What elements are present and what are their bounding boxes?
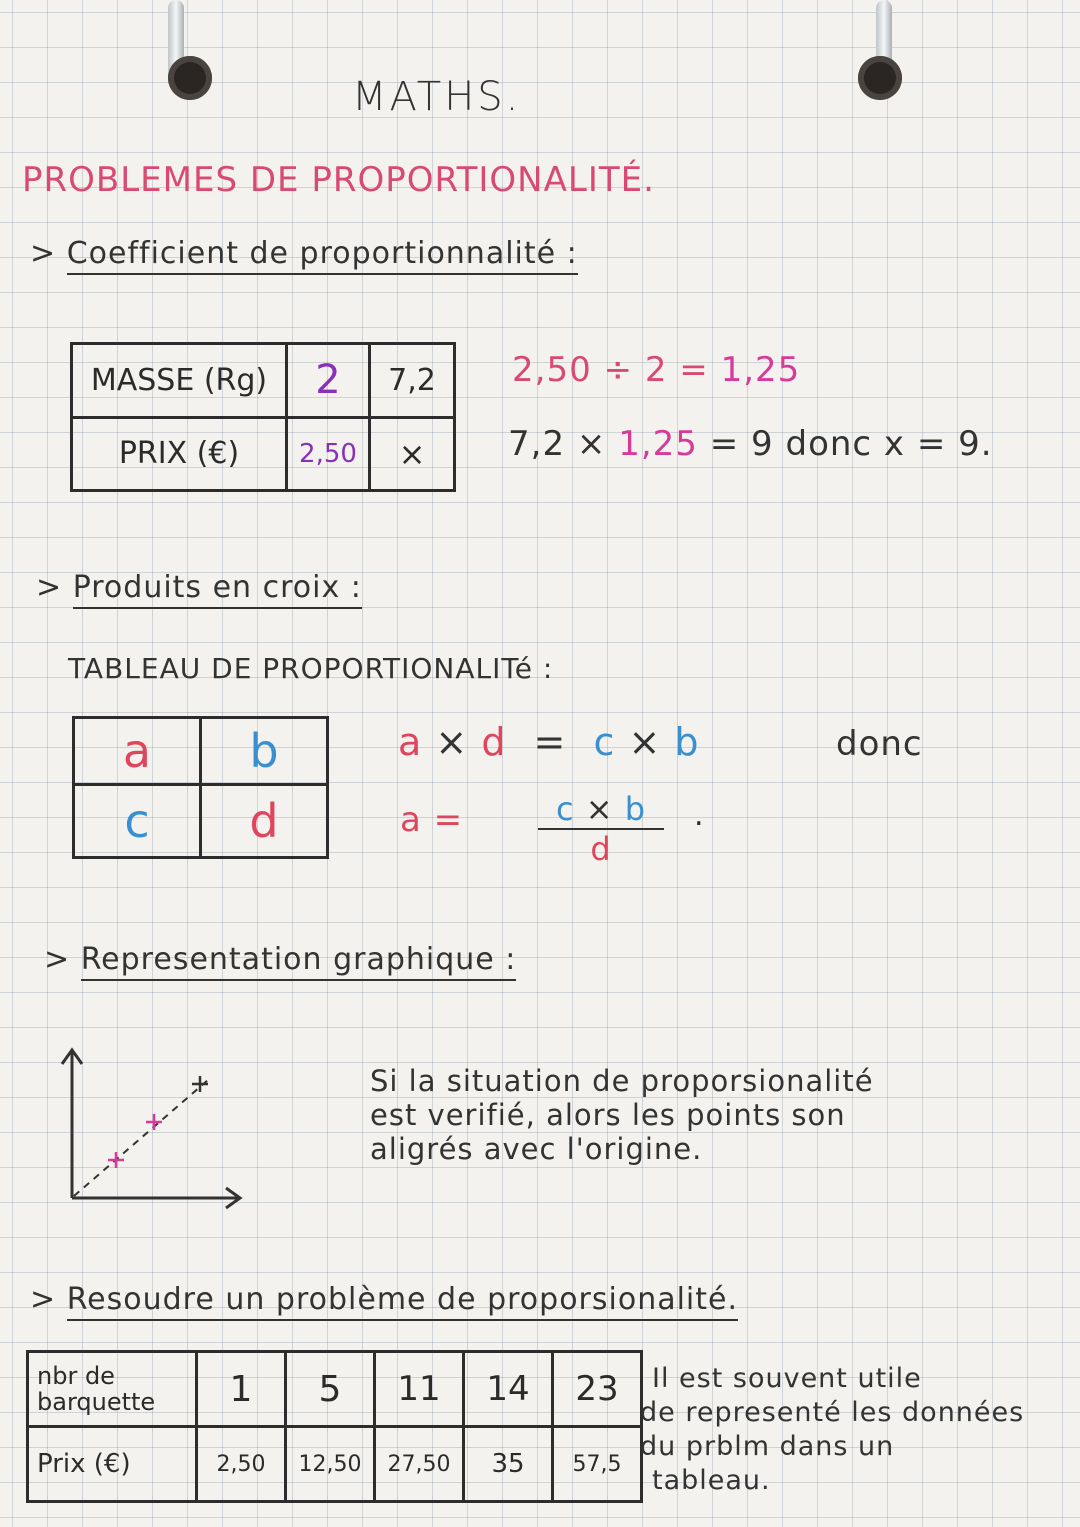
calc-line-2 — [508, 424, 993, 464]
table-cell: 2,50 — [197, 1427, 286, 1502]
table-cell-label: PRIX (€) — [72, 417, 287, 491]
fraction-denominator: d — [590, 830, 612, 868]
table-cell: 1 — [197, 1352, 286, 1427]
section-heading-resoudre — [30, 1282, 738, 1317]
grid-cell-c: c — [74, 785, 201, 858]
table-row — [74, 718, 328, 785]
note-line: du prblm dans un — [640, 1431, 895, 1462]
heading-text: Coefficient de proportionnalité : — [67, 236, 578, 275]
table-cell: 2,50 — [287, 417, 370, 491]
point-3 — [192, 1076, 208, 1092]
table-cell-label — [28, 1352, 197, 1427]
equation-lhs: a = — [400, 800, 464, 840]
var-c: c — [593, 720, 616, 764]
heading-text: Resoudre un problème de proporsionalité. — [67, 1282, 738, 1321]
heading-text: Produits en croix : — [73, 570, 362, 609]
section-heading-coefficient — [30, 236, 578, 271]
table-row — [28, 1352, 642, 1427]
table-cell: 57,5 — [553, 1427, 642, 1502]
page-subtitle: PROBLEMES DE PROPORTIONALITÉ. — [22, 160, 655, 200]
fraction-numerator — [538, 790, 664, 828]
point-2 — [146, 1114, 162, 1130]
donc-label: donc — [836, 724, 923, 764]
label-line: barquette — [37, 1388, 156, 1416]
heading-arrow: > — [30, 1282, 57, 1317]
calc-eq: = — [679, 350, 709, 390]
section-heading-representation — [44, 942, 516, 977]
num-b: b — [624, 790, 647, 828]
table-row — [74, 785, 328, 858]
table-title: TABLEAU DE PROPORTIONALITé : — [68, 652, 554, 685]
num-times: × — [585, 790, 614, 828]
calc-op: ÷ — [603, 350, 634, 390]
proportional-graph — [52, 1040, 252, 1210]
table-cell-label: MASSE (Rg) — [72, 344, 287, 418]
heading-arrow: > — [30, 236, 57, 271]
grid-cell-b: b — [201, 718, 328, 785]
heading-text: Representation graphique : — [81, 942, 517, 981]
heading-arrow: > — [36, 570, 63, 605]
note-line: Il est souvent utile — [652, 1363, 922, 1394]
var-d: d — [481, 720, 507, 764]
op-times: × — [628, 720, 662, 764]
calc-result: 1,25 — [720, 350, 801, 390]
num-c: c — [555, 790, 575, 828]
note-line: aligrés avec l'origine. — [370, 1132, 703, 1166]
table-cell: 23 — [553, 1352, 642, 1427]
problem-table — [26, 1350, 643, 1503]
table-row — [72, 344, 455, 418]
problem-note — [640, 1362, 1024, 1498]
note-line: est verifié, alors les points son — [370, 1098, 846, 1132]
grid-cell-d: d — [201, 785, 328, 858]
table-row — [72, 417, 455, 491]
table-cell: × — [370, 417, 455, 491]
graph-note — [370, 1064, 874, 1166]
fraction-dot: . — [694, 798, 705, 833]
table-cell: 12,50 — [286, 1427, 375, 1502]
calc-value: 2 — [644, 350, 668, 390]
calc-value: 7,2 — [508, 424, 566, 464]
section-heading-produits — [36, 570, 362, 605]
table-cell: 27,50 — [375, 1427, 464, 1502]
cross-equation-1 — [398, 720, 700, 764]
op-times: × — [435, 720, 469, 764]
calc-value: 1,25 — [618, 424, 698, 464]
table-cell: 2 — [287, 344, 370, 418]
table-cell: 14 — [464, 1352, 553, 1427]
table-cell: 11 — [375, 1352, 464, 1427]
op-eq: = — [533, 720, 567, 764]
calc-conclusion: donc x = 9. — [785, 424, 993, 464]
var-b: b — [674, 720, 700, 764]
note-line: de representé les données — [640, 1397, 1025, 1428]
binder-hole-left — [168, 56, 212, 100]
trend-line — [74, 1080, 208, 1196]
cross-product-grid — [72, 716, 329, 859]
calc-line-1 — [512, 350, 800, 390]
coefficient-table — [70, 342, 456, 492]
label-line: nbr de — [37, 1362, 115, 1390]
binder-hole-right — [858, 56, 902, 100]
calc-op: × — [576, 424, 607, 464]
table-cell: 35 — [464, 1427, 553, 1502]
page-title: MATHS. — [352, 74, 522, 120]
note-line: Si la situation de proporsionalité — [370, 1064, 874, 1098]
var-a: a — [398, 720, 423, 764]
table-cell: 7,2 — [370, 344, 455, 418]
note-line: tableau. — [652, 1465, 771, 1496]
table-cell-label: Prix (€) — [28, 1427, 197, 1502]
calc-value: 2,50 — [512, 350, 592, 390]
table-cell: 5 — [286, 1352, 375, 1427]
calc-result: 9 — [751, 424, 774, 464]
point-1 — [108, 1152, 124, 1168]
calc-eq: = — [709, 424, 740, 464]
heading-arrow: > — [44, 942, 71, 977]
grid-cell-a: a — [74, 718, 201, 785]
fraction — [538, 790, 664, 868]
table-row — [28, 1427, 642, 1502]
cross-equation-2-lhs — [400, 800, 463, 840]
